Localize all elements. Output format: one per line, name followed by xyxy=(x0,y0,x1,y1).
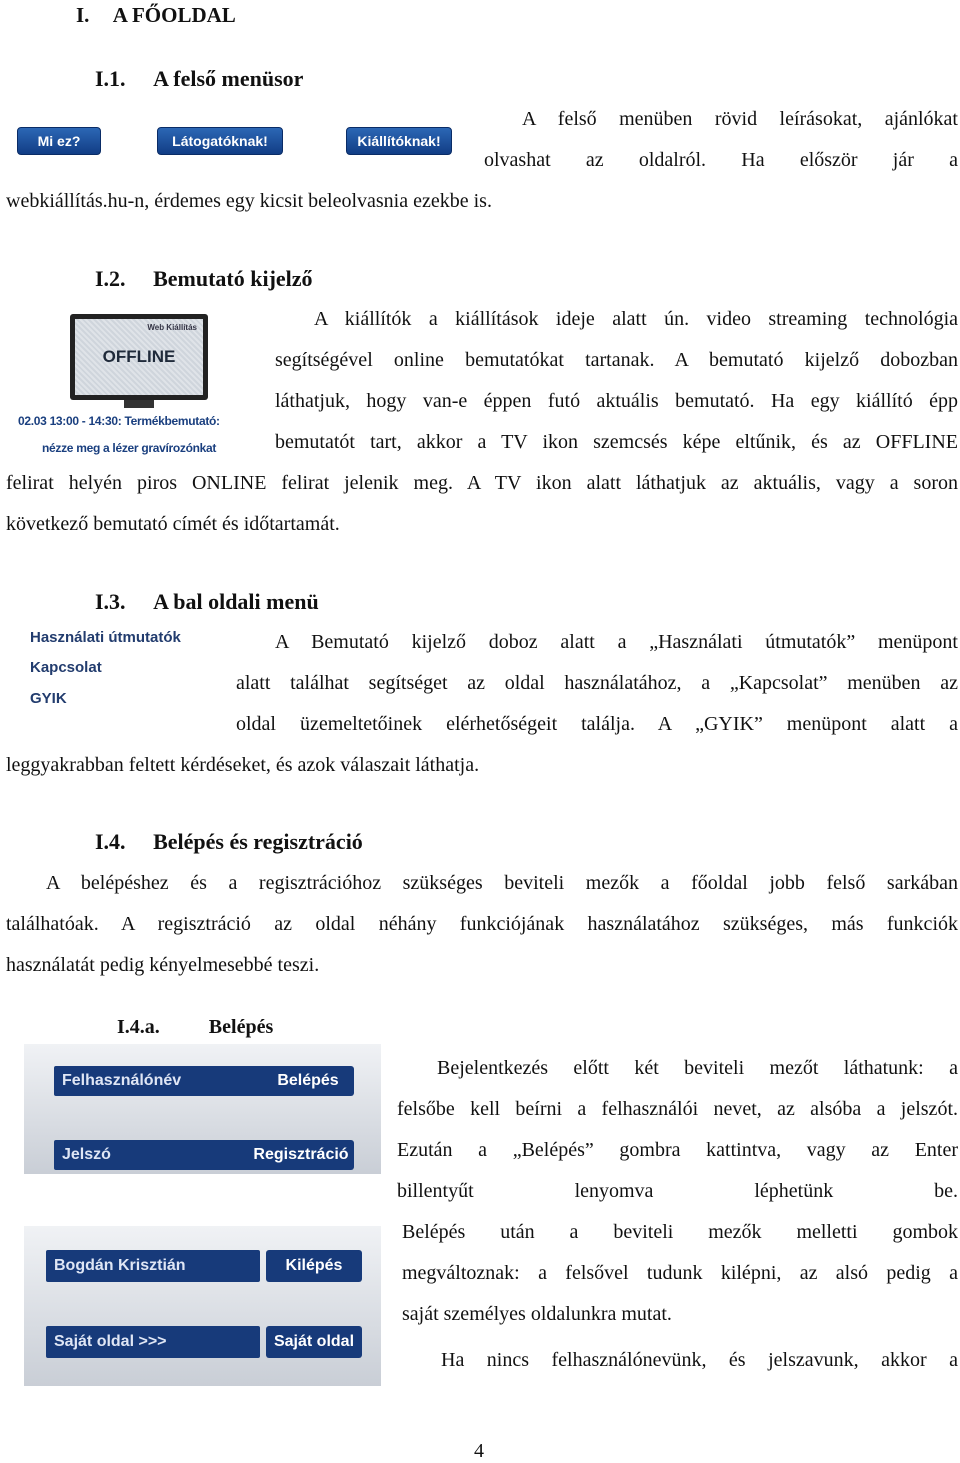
password-field[interactable]: Jelszó xyxy=(54,1140,266,1170)
paragraph-line: felirat helyén piros ONLINE felirat jelenik meg. A TV ikon alatt láthatjuk az aktuális, vagy a soron xyxy=(6,472,958,494)
mi-ez-button[interactable]: Mi ez? xyxy=(17,127,101,155)
tv-status: OFFLINE xyxy=(102,347,176,366)
login-button[interactable]: Belépés xyxy=(262,1066,354,1096)
paragraph-line: Ha nincs felhasználónevünk, és jelszavunk, akkor a xyxy=(441,1349,958,1371)
paragraph-line: saját személyes oldalunkra mutat. xyxy=(402,1303,672,1325)
presentation-caption: nézze meg a lézer gravírozónkat xyxy=(42,441,217,455)
paragraph-line: leggyakrabban feltett kérdéseket, és azok válaszait láthatja. xyxy=(6,754,480,776)
user-name-field: Bogdán Krisztián xyxy=(46,1250,260,1282)
section-title: Belépés xyxy=(208,1016,274,1038)
paragraph-line: A Bemutató kijelző doboz alatt a „Használati útmutatók” menüpont xyxy=(275,631,958,653)
menu-item-hasznalati-utmutatok[interactable]: Használati útmutatók xyxy=(30,629,181,646)
presentation-caption: 02.03 13:00 - 14:30: Termékbemutató: xyxy=(18,414,220,428)
section-4-heading xyxy=(95,829,363,855)
section-title: A bal oldali menü xyxy=(153,589,319,614)
own-page-field[interactable]: Saját oldal >>> xyxy=(46,1326,260,1358)
section-number: I.4.a. xyxy=(117,1016,160,1038)
paragraph-line: találhatóak. A regisztráció az oldal néhány funkciójának használatához szükséges, más funkciók xyxy=(6,913,958,935)
paragraph-line: alatt találhat segítséget az oldal használatához, a „Kapcsolat” menüben az xyxy=(236,672,958,694)
latogatoknak-button[interactable]: Látogatóknak! xyxy=(157,127,283,155)
logout-button[interactable]: Kilépés xyxy=(266,1250,362,1282)
paragraph-line: Bejelentkezés előtt két beviteli mezőt láthatunk: a xyxy=(437,1057,958,1079)
section-number: I.1. xyxy=(95,66,126,91)
section-2-heading xyxy=(95,266,313,292)
section-1-heading xyxy=(95,66,303,92)
paragraph-line: felsőbe kell beírni a felhasználói nevet, az alsóba a jelszót. xyxy=(397,1098,958,1120)
paragraph-line: billentyűt lenyomva léphetünk be. xyxy=(397,1180,958,1202)
paragraph-line: olvashat az oldalról. Ha először jár a xyxy=(484,149,958,171)
kiallitoknak-button[interactable]: Kiállítóknak! xyxy=(346,127,452,155)
page-number: 4 xyxy=(474,1440,484,1462)
section-3-heading xyxy=(95,589,319,615)
username-field[interactable]: Felhasználónév xyxy=(54,1066,266,1096)
section-title: Bemutató kijelző xyxy=(153,266,313,291)
paragraph-line: A belépéshez és a regisztrációhoz szükséges beviteli mezők a főoldal jobb felső sarkában xyxy=(46,872,958,894)
chapter-title: A FŐOLDAL xyxy=(112,3,236,27)
chapter-heading xyxy=(76,3,236,28)
tv-stand xyxy=(124,400,154,408)
menu-item-kapcsolat[interactable]: Kapcsolat xyxy=(30,659,102,676)
paragraph-line: következő bemutató címét és időtartamát. xyxy=(6,513,340,535)
chapter-number: I. xyxy=(76,3,90,27)
paragraph-line: láthatjuk, hogy van-e éppen futó aktuális bemutató. Ha egy kiállító épp xyxy=(275,390,958,412)
presentation-display-box xyxy=(14,300,258,462)
paragraph-line: Belépés után a beviteli mezők melletti gombok xyxy=(402,1221,958,1243)
login-panel xyxy=(24,1044,381,1174)
own-page-button[interactable]: Saját oldal xyxy=(266,1326,362,1358)
subsection-4a-heading xyxy=(117,1016,273,1039)
paragraph-line: Ezután a „Belépés” gombra kattintva, vagy az Enter xyxy=(397,1139,958,1161)
logged-in-panel xyxy=(24,1226,381,1386)
paragraph-line: webkiállítás.hu-n, érdemes egy kicsit beleolvasnia ezekbe is. xyxy=(6,190,492,212)
section-number: I.3. xyxy=(95,589,126,614)
paragraph-line: megváltoznak: a felsővel tudunk kilépni, az alsó pedig a xyxy=(402,1262,958,1284)
tv-screen xyxy=(75,319,203,395)
section-title: Belépés és regisztráció xyxy=(153,829,363,854)
tv-icon xyxy=(70,314,208,400)
register-button[interactable]: Regisztráció xyxy=(248,1140,354,1170)
section-number: I.4. xyxy=(95,829,126,854)
section-number: I.2. xyxy=(95,266,126,291)
paragraph-line: bemutatót tart, akkor a TV ikon szemcsés képe eltűnik, és az OFFLINE xyxy=(275,431,958,453)
paragraph-line: oldal üzemeltetőinek elérhetőségeit találja. A „GYIK” menüpont alatt a xyxy=(236,713,958,735)
paragraph-line: segítségével online bemutatókat tartanak. A bemutató kijelző dobozban xyxy=(275,349,958,371)
menu-item-gyik[interactable]: GYIK xyxy=(30,690,67,707)
paragraph-line: A kiállítók a kiállítások ideje alatt ún. video streaming technológia xyxy=(314,308,958,330)
paragraph-line: A felső menüben rövid leírásokat, ajánlókat xyxy=(522,108,958,130)
paragraph-line: használatát pedig kényelmesebbé teszi. xyxy=(6,954,320,976)
tv-logo: Web Kiállítás xyxy=(147,323,197,332)
section-title: A felső menüsor xyxy=(153,66,304,91)
